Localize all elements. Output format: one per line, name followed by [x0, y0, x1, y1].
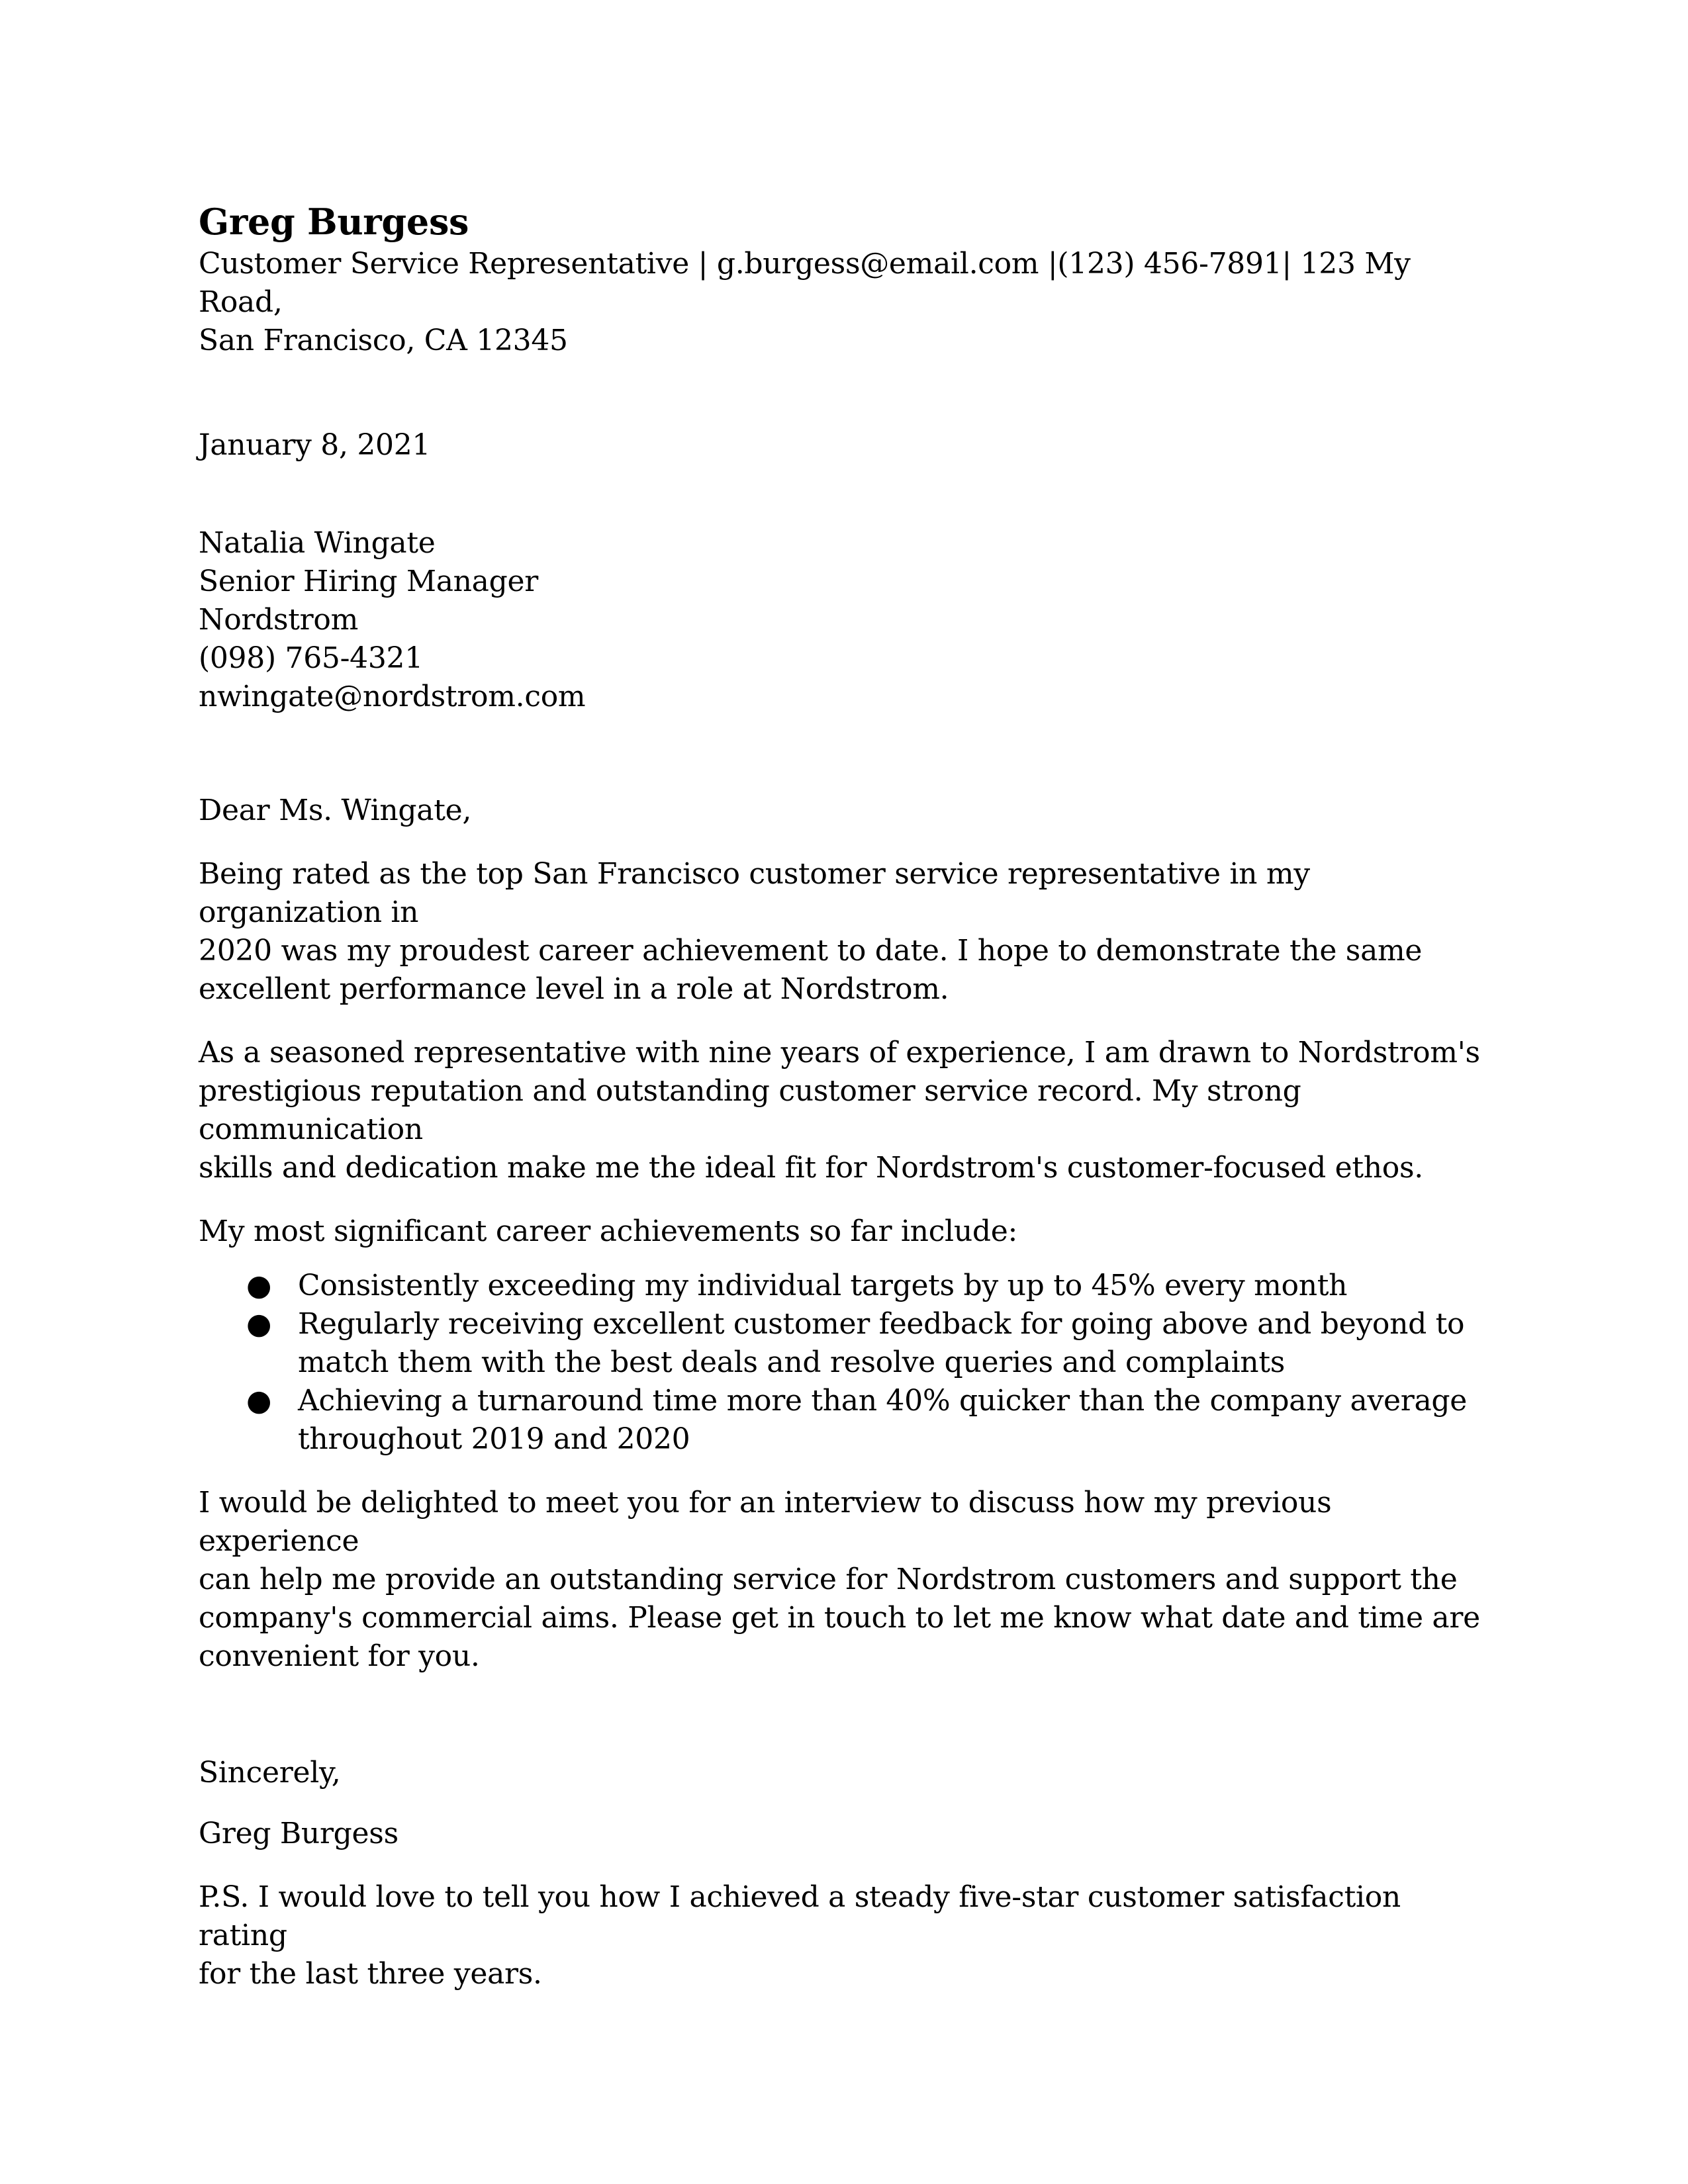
list-item-line: Achieving a turnaround time more than 40% quicker than the company average	[298, 1384, 1468, 1418]
list-item-line: throughout 2019 and 2020	[298, 1422, 690, 1456]
achievements-intro: My most significant career achievements so far include:	[199, 1214, 1017, 1248]
paragraph-line: for the last three years.	[199, 1957, 542, 1991]
paragraph-line: can help me provide an outstanding service for Nordstrom customers and support the	[199, 1563, 1458, 1596]
paragraph-line: 2020 was my proudest career achievement to date. I hope to demonstrate the same	[199, 934, 1423, 968]
list-item	[199, 1267, 1489, 1305]
signature-name: Greg Burgess	[199, 1817, 399, 1850]
body-paragraph-2	[199, 1034, 1489, 1187]
letter-date: January 8, 2021	[199, 428, 431, 462]
bullet-icon: ●	[246, 1269, 272, 1302]
cover-letter-page	[199, 199, 1489, 1993]
paragraph-line: prestigious reputation and outstanding customer service record. My strong communication	[199, 1074, 1301, 1146]
list-item	[199, 1305, 1489, 1382]
paragraph-line: company's commercial aims. Please get in touch to let me know what date and time are	[199, 1601, 1480, 1635]
list-item-line: Regularly receiving excellent customer feedback for going above and beyond to	[298, 1307, 1465, 1341]
list-item	[199, 1382, 1489, 1459]
salutation: Dear Ms. Wingate,	[199, 794, 472, 827]
paragraph-line: excellent performance level in a role at Nordstrom.	[199, 972, 949, 1006]
postscript	[199, 1878, 1489, 1993]
paragraph-line: Being rated as the top San Francisco customer service representative in my organization in	[199, 857, 1310, 929]
paragraph-line: P.S. I would love to tell you how I achieved a steady five-star customer satisfaction rating	[199, 1880, 1401, 1952]
list-item-line: Consistently exceeding my individual targets by up to 45% every month	[298, 1269, 1348, 1302]
closing-paragraph	[199, 1484, 1489, 1676]
sender-contact-line-2: San Francisco, CA 12345	[199, 324, 568, 357]
body-paragraph-1	[199, 855, 1489, 1009]
recipient-title: Senior Hiring Manager	[199, 565, 538, 598]
paragraph-line: skills and dedication make me the ideal fit for Nordstrom's customer-focused ethos.	[199, 1151, 1423, 1185]
recipient-block	[199, 524, 1489, 716]
recipient-phone: (098) 765-4321	[199, 641, 423, 675]
bullet-icon: ●	[246, 1384, 272, 1418]
recipient-company: Nordstrom	[199, 603, 358, 637]
sender-contact-line-1: Customer Service Representative | g.burgess@email.com |(123) 456-7891| 123 My Road,	[199, 247, 1411, 319]
paragraph-line: As a seasoned representative with nine years of experience, I am drawn to Nordstrom's	[199, 1036, 1480, 1069]
sender-name: Greg Burgess	[199, 201, 469, 243]
sign-off: Sincerely,	[199, 1756, 341, 1790]
bullet-icon: ●	[246, 1307, 272, 1341]
recipient-name: Natalia Wingate	[199, 526, 436, 560]
list-item-line: match them with the best deals and resolve queries and complaints	[298, 1345, 1285, 1379]
paragraph-line: convenient for you.	[199, 1639, 480, 1673]
paragraph-line: I would be delighted to meet you for an interview to discuss how my previous experience	[199, 1486, 1332, 1558]
recipient-email: nwingate@nordstrom.com	[199, 680, 586, 713]
achievements-list	[199, 1267, 1489, 1459]
